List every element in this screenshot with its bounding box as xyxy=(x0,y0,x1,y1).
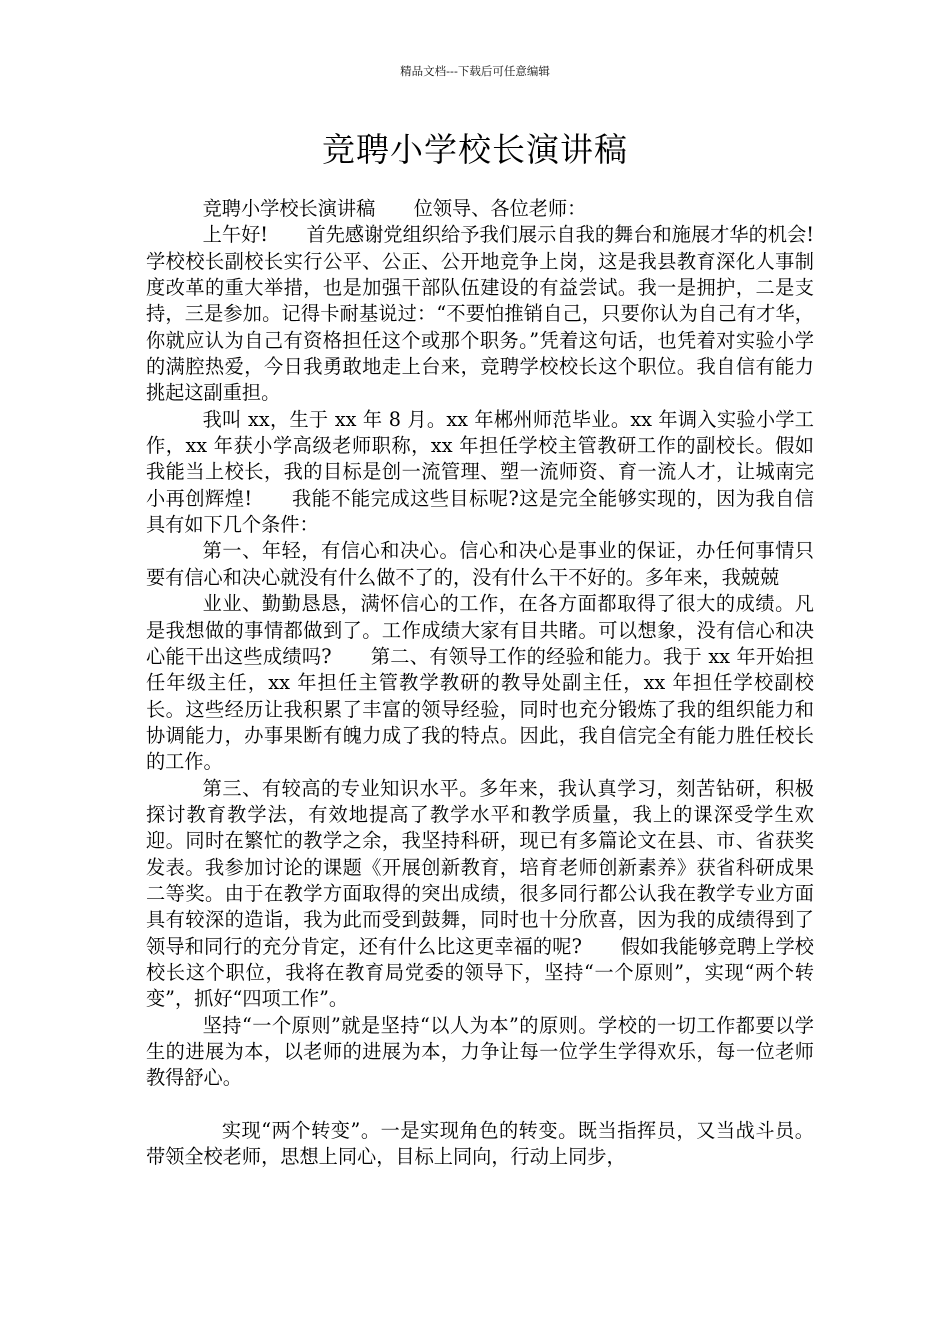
paragraph-condition-three: 第三、有较高的专业知识水平。多年来，我认真学习，刻苦钻研，积极探讨教育教学法，有效地提高了教学水平和教学质量，我上的课深受学生欢迎。同时在繁忙的教学之余，我坚持科研，现已有多篇论文在县、市、省获奖发表。我参加讨论的课题《开展创新教育，培育老师创新素养》获省科研成果二等奖。由于在教学方面取得的突出成绩，很多同行都公认我在教学专业方面具有较深的造诣，我为此而受到鼓舞，同时也十分欣喜，因为我的成绩得到了领导和同行的充分肯定，还有什么比这更幸福的呢? 假如我能够竞聘上学校校长这个职位，我将在教育局党委的领导下，坚持“一个原则”，实现“两个转变”，抓好“四项工作”。 xyxy=(146,776,814,1011)
document-body xyxy=(146,196,814,1170)
paragraph-condition-two: 业业、勤勤恳恳，满怀信心的工作，在各方面都取得了很大的成绩。凡是我想做的事情都做到了。工作成绩大家有目共睹。可以想象，没有信心和决心能干出这些成绩吗? 第二、有领导工作的经验和能力。我于 xx 年开始担任年级主任，xx 年担任主管教学教研的教导处副主任，xx 年担任学校副校长。这些经历让我积累了丰富的领导经验，同时也充分锻炼了我的组织能力和协调能力，办事果断有魄力成了我的特点。因此，我自信完全有能力胜任校长的工作。 xyxy=(146,592,814,774)
paragraph-opening: 上午好! 首先感谢党组织给予我们展示自我的舞台和施展才华的机会!学校校长副校长实行公平、公正、公开地竞争上岗，这是我县教育深化人事制度改革的重大举措，也是加强干部队伍建设的有益尝试。我一是拥护，二是支持，三是参加。记得卡耐基说过：“不要怕推销自己，只要你认为自己有才华，你就应认为自己有资格担任这个或那个职务。”凭着这句话，也凭着对实验小学的满腔热爱，今日我勇敢地走上台来，竞聘学校校长这个职位。我自信有能力挑起这副重担。 xyxy=(146,223,814,405)
paragraph-introduction: 我叫 xx，生于 xx 年 8 月。xx 年郴州师范毕业。xx 年调入实验小学工作，xx 年获小学高级老师职称，xx 年担任学校主管教研工作的副校长。假如我能当上校长，我的目标是创一流管理、塑一流师资、育一流人才，让城南完小再创辉煌! 我能不能完成这些目标呢?这是完全能够实现的，因为我自信具有如下几个条件： xyxy=(146,407,814,537)
page-header: 精品文档---下载后可任意编辑 xyxy=(400,64,550,78)
document-title: 竞聘小学校长演讲稿 xyxy=(322,130,628,169)
paragraph-one-principle: 坚持“一个原则”就是坚持“以人为本”的原则。学校的一切工作都要以学生的进展为本，以老师的进展为本，力争让每一位学生学得欢乐，每一位老师教得舒心。 xyxy=(146,1013,814,1090)
paragraph-condition-one: 第一、年轻，有信心和决心。信心和决心是事业的保证，办任何事情只要有信心和决心就没有什么做不了的，没有什么干不好的。多年来，我兢兢 xyxy=(146,539,814,589)
paragraph-two-changes: 实现“两个转变”。一是实现角色的转变。既当指挥员，又当战斗员。带领全校老师，思想上同心，目标上同向，行动上同步， xyxy=(146,1118,814,1169)
paragraph-greeting: 竞聘小学校长演讲稿 位领导、各位老师： xyxy=(202,197,587,220)
